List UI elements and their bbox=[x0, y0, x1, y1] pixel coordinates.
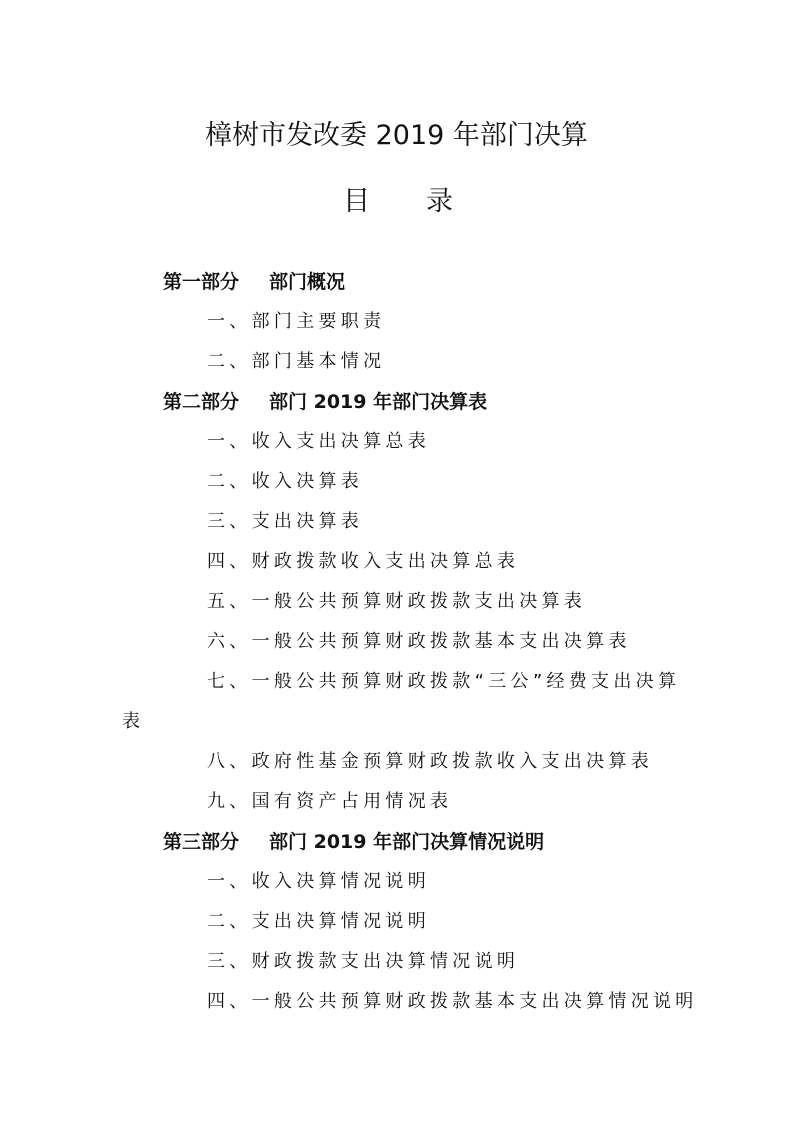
toc-part-label: 第二部分 bbox=[163, 391, 240, 413]
toc-part-label: 第三部分 bbox=[163, 831, 240, 853]
toc-item-continuation: 表 bbox=[122, 711, 145, 732]
toc-heading-char-1: 目 bbox=[343, 186, 370, 217]
toc-item: 五、一般公共预算财政拨款支出决算表 bbox=[207, 591, 587, 612]
toc-heading bbox=[343, 182, 453, 222]
toc-item: 四、一般公共预算财政拨款基本支出决算情况说明 bbox=[207, 991, 698, 1012]
table-of-contents bbox=[0, 262, 793, 1022]
toc-item: 八、政府性基金预算财政拨款收入支出决算表 bbox=[207, 751, 653, 772]
toc-item: 四、财政拨款收入支出决算总表 bbox=[207, 551, 520, 572]
toc-item: 二、收入决算表 bbox=[207, 471, 364, 492]
toc-part-1-heading bbox=[0, 262, 793, 302]
toc-item: 九、国有资产占用情况表 bbox=[207, 791, 453, 812]
toc-part-title: 部门概况 bbox=[269, 271, 346, 293]
toc-item: 一、收入决算情况说明 bbox=[207, 871, 430, 892]
toc-item: 三、支出决算表 bbox=[207, 511, 364, 532]
toc-heading-char-2: 录 bbox=[426, 186, 453, 217]
toc-part-title: 部门 2019 年部门决算情况说明 bbox=[269, 831, 545, 853]
toc-part-label: 第一部分 bbox=[163, 271, 240, 293]
toc-item: 六、一般公共预算财政拨款基本支出决算表 bbox=[207, 631, 631, 652]
toc-item: 二、部门基本情况 bbox=[207, 351, 386, 372]
toc-item: 一、部门主要职责 bbox=[207, 311, 386, 332]
toc-item: 一、收入支出决算总表 bbox=[207, 431, 430, 452]
toc-part-3-heading bbox=[0, 822, 793, 862]
document-title: 樟树市发改委 2019 年部门决算 bbox=[205, 120, 588, 152]
toc-item: 七、一般公共预算财政拨款“三公”经费支出决算 bbox=[207, 671, 681, 692]
toc-part-2-heading bbox=[0, 382, 793, 422]
toc-item: 三、财政拨款支出决算情况说明 bbox=[207, 951, 520, 972]
toc-item: 二、支出决算情况说明 bbox=[207, 911, 430, 932]
toc-part-title: 部门 2019 年部门决算表 bbox=[269, 391, 488, 413]
